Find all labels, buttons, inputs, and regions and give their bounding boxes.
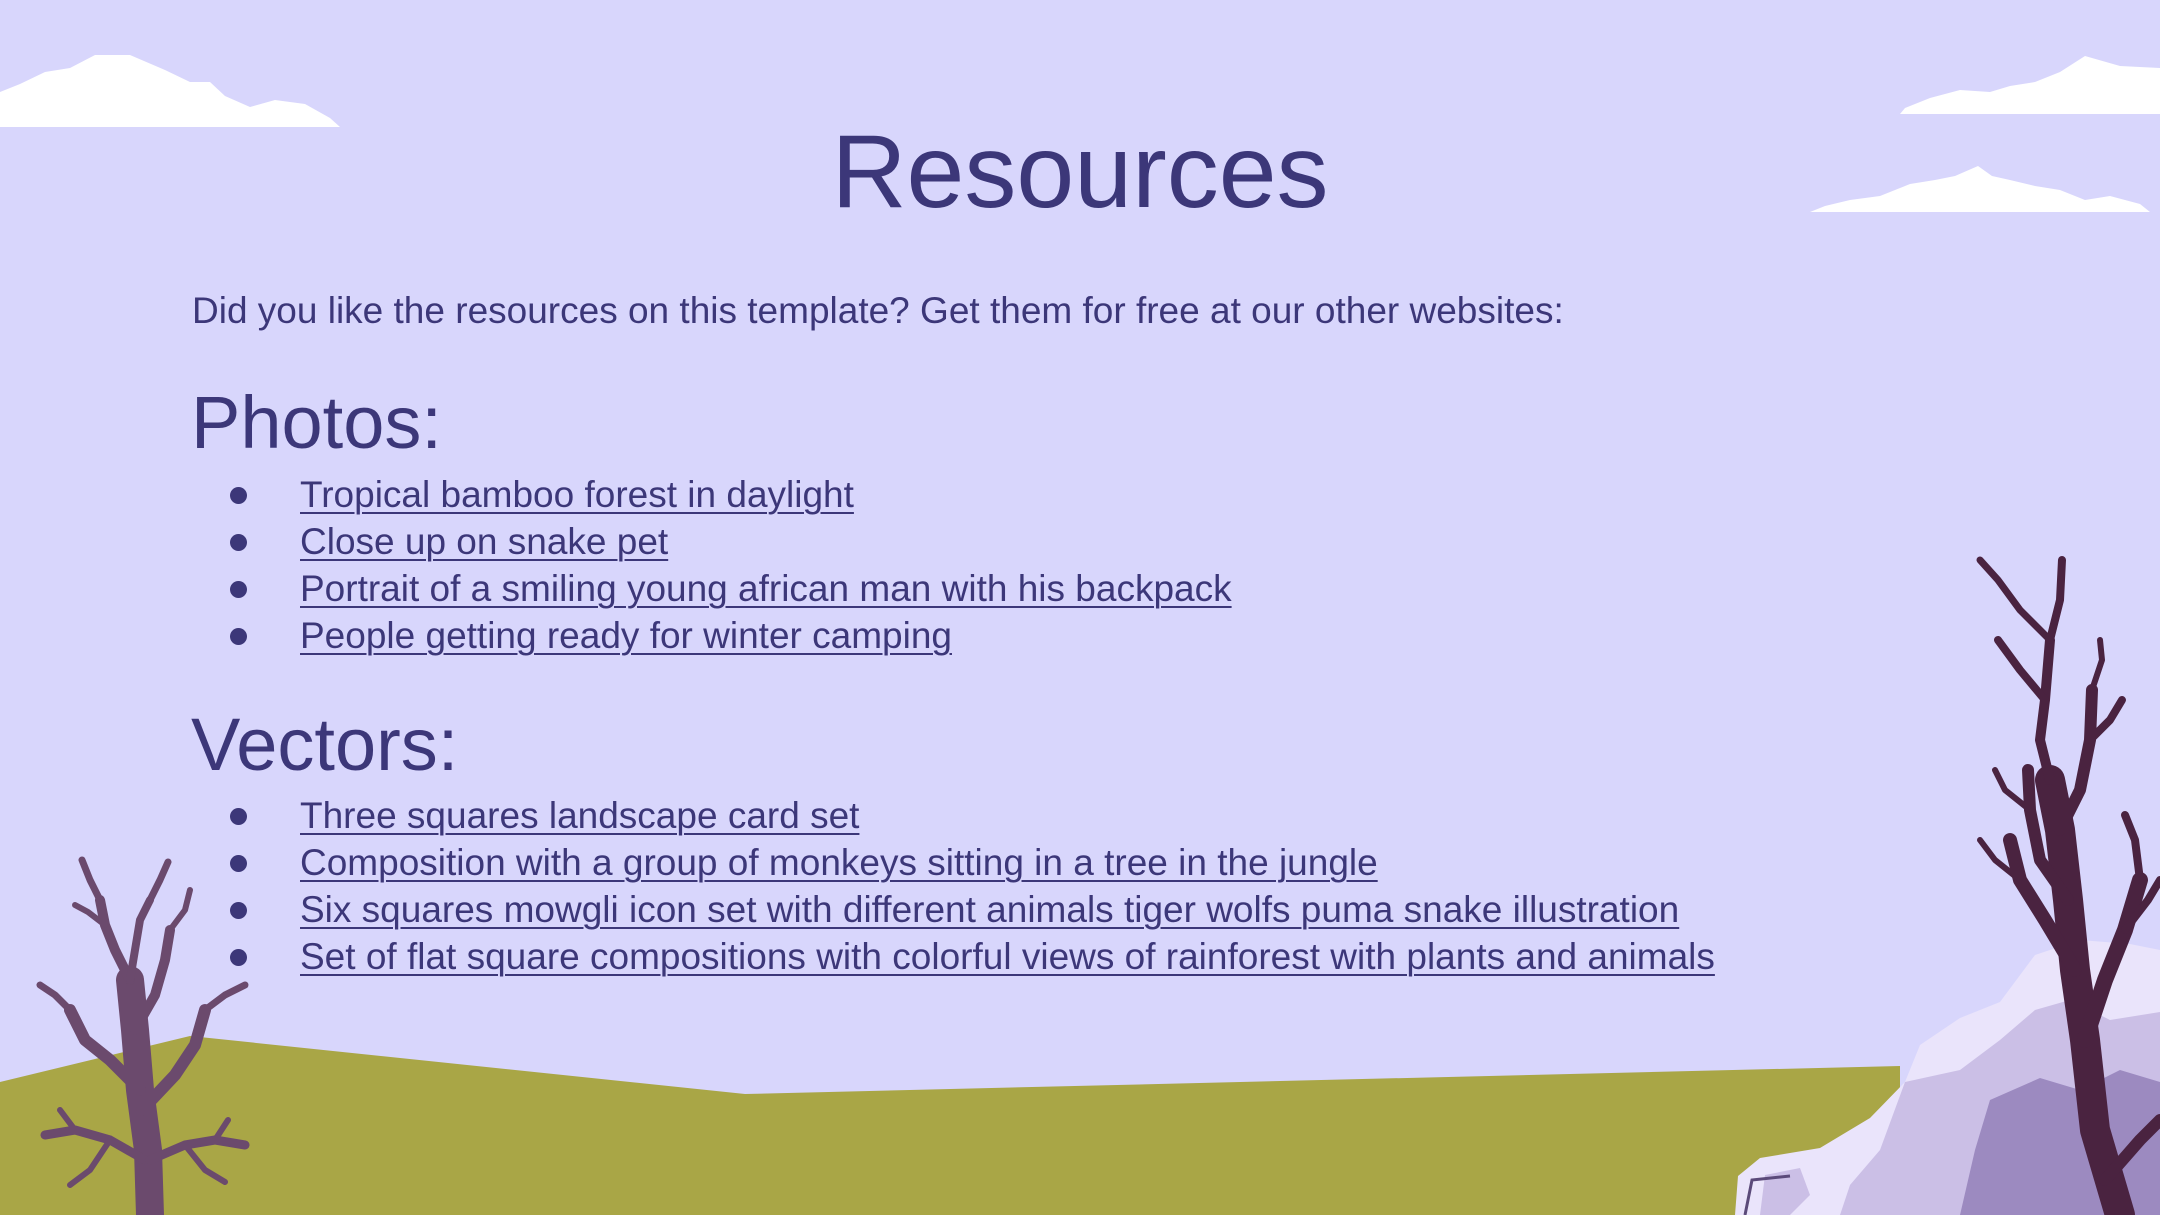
resource-link[interactable]: Portrait of a smiling young african man with his backpack [300,568,1232,609]
resource-link[interactable]: People getting ready for winter camping [300,615,952,656]
bullet-icon [230,855,247,872]
resource-link[interactable]: Three squares landscape card set [300,795,860,836]
resource-link[interactable]: Composition with a group of monkeys sitting in a tree in the jungle [300,842,1378,883]
resource-link[interactable]: Six squares mowgli icon set with different animals tiger wolfs puma snake illustration [300,889,1680,930]
bullet-icon [230,808,247,825]
bullet-icon [230,628,247,645]
bullet-icon [230,902,247,919]
bullet-icon [230,534,247,551]
section-heading-photos: Photos: [191,381,442,464]
resource-link[interactable]: Close up on snake pet [300,521,669,562]
resource-link[interactable]: Set of flat square compositions with colorful views of rainforest with plants and animals [300,936,1715,977]
resource-link[interactable]: Tropical bamboo forest in daylight [300,474,854,515]
grass-hill [0,1036,1900,1215]
bullet-icon [230,487,247,504]
section-heading-vectors: Vectors: [191,703,459,786]
bullet-icon [230,581,247,598]
page-title: Resources [831,114,1329,230]
intro-text: Did you like the resources on this template? Get them for free at our other websites: [192,290,1564,331]
cloud-icon [1900,56,2160,114]
bullet-icon [230,949,247,966]
